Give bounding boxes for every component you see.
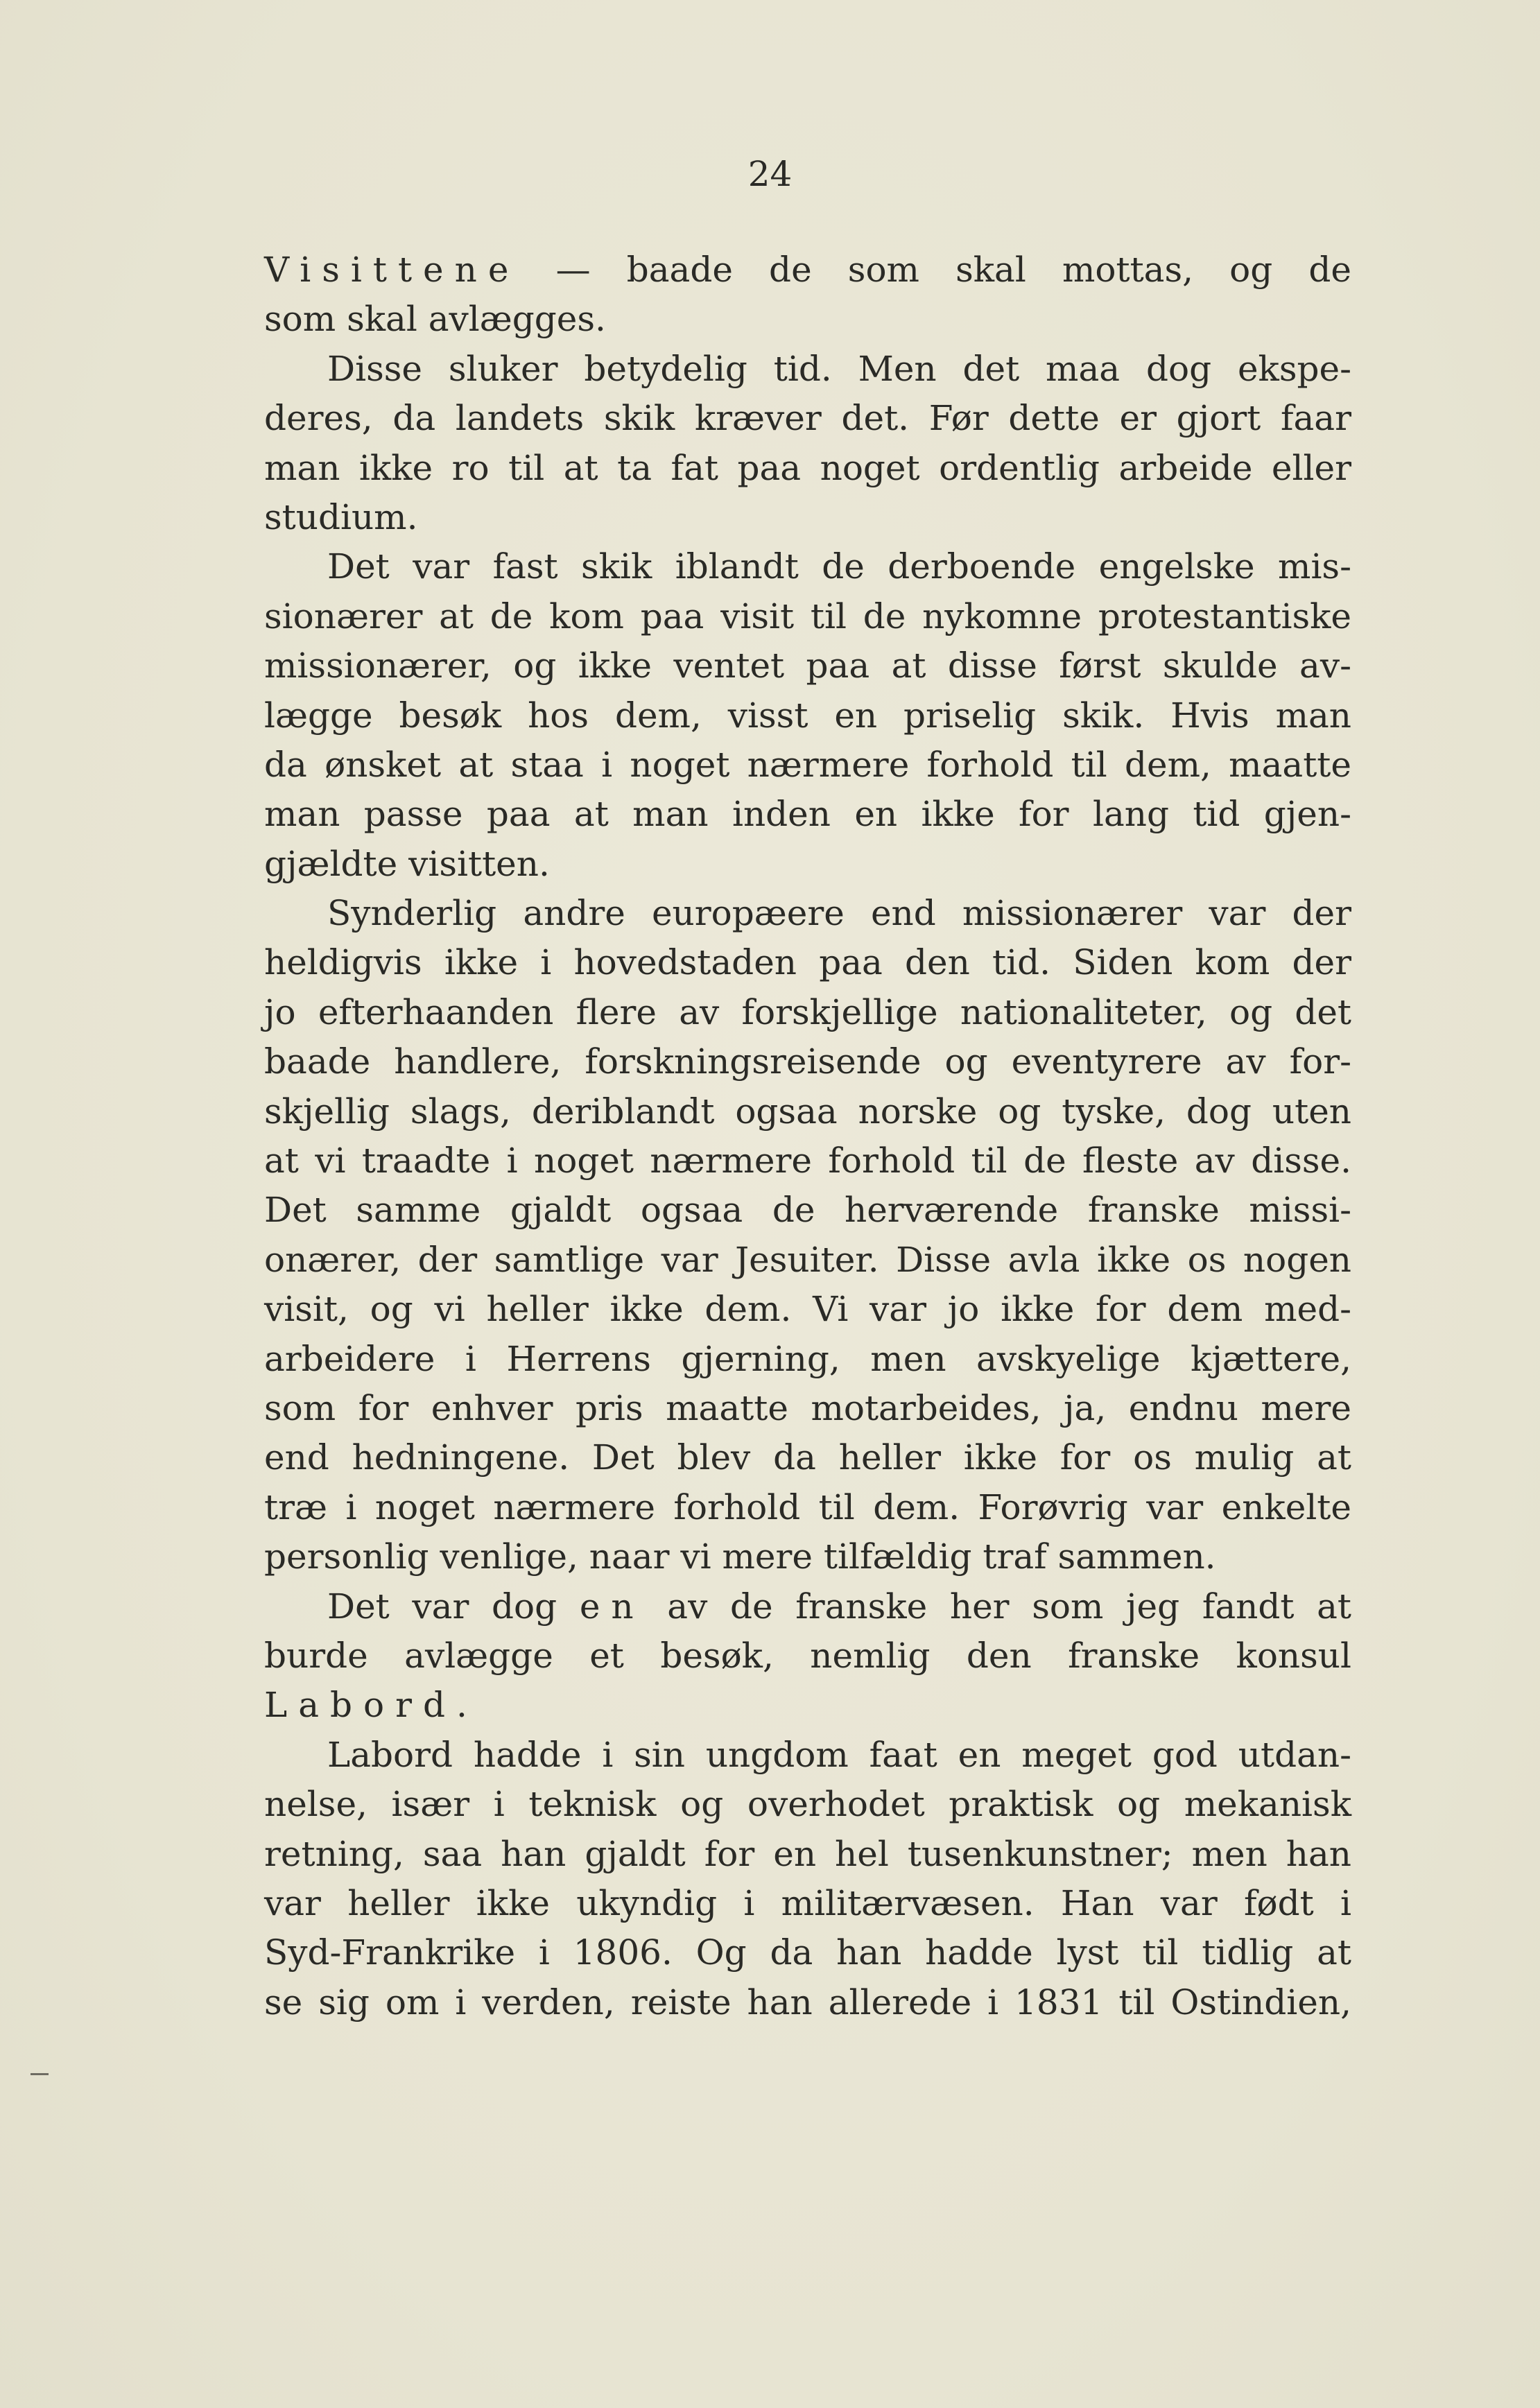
text-line-22: visit, og vi heller ikke dem. Vi var jo ikke for dem med- (264, 1289, 1351, 1330)
text-line-28: Det var dog en av de franske her som jeg fandt at (327, 1586, 1351, 1627)
text-line-14: Synderlig andre europæere end missionærer var der (327, 893, 1351, 934)
body-text (264, 245, 1351, 2027)
text-line-30 (264, 1681, 1351, 1730)
text-line-20: Det samme gjaldt ogsaa de herværende franske missi- (264, 1190, 1351, 1231)
text-line-17: baade handlere, forskningsreisende og eventyrere av for- (264, 1041, 1351, 1082)
text-line-33: retning, saa han gjaldt for en hel tusenkunstner; men han (264, 1833, 1351, 1874)
text-line-15: heldigvis ikke i hovedstaden paa den tid. Siden kom der (264, 942, 1351, 983)
text-line-12: man passe paa at man inden en ikke for lang tid gjen- (264, 794, 1351, 835)
text-line-11: da ønsket at staa i noget nærmere forhold til dem, maatte (264, 744, 1351, 785)
text-line-2: som skal avlægges. (264, 299, 606, 340)
text-line-26: træ i noget nærmere forhold til dem. Forøvrig var enkelte (264, 1487, 1351, 1527)
text-line-31: Labord hadde i sin ungdom faat en meget god utdan- (327, 1734, 1351, 1775)
text-line-7: Det var fast skik iblandt de derboende engelske mis- (327, 546, 1351, 587)
text-line-6: studium. (264, 496, 418, 537)
text-line-27: personlig venlige, naar vi mere tilfældig traf sammen. (264, 1536, 1216, 1577)
text-line-8: sionærer at de kom paa visit til de nykomne protestantiske (264, 596, 1351, 636)
text-line-34: var heller ikke ukyndig i militærvæsen. Han var født i (264, 1882, 1351, 1923)
text-line-16: jo efterhaanden flere av forskjellige nationaliteter, og det (264, 991, 1351, 1032)
text-line-19: at vi traadte i noget nærmere forhold til de fleste av disse. (264, 1141, 1351, 1181)
text-line-24: som for enhver pris maatte motarbeides, ja, endnu mere (264, 1387, 1351, 1428)
text-line-21: onærer, der samtlige var Jesuiter. Disse avla ikke os nogen (264, 1239, 1351, 1280)
scan-edge-mark (31, 2073, 49, 2075)
text-line-4: deres, da landets skik kræver det. Før dette er gjort faar (264, 398, 1351, 439)
text-line-23: arbeidere i Herrens gjerning, men avskyelige kjættere, (264, 1338, 1351, 1379)
text-line-29: burde avlægge et besøk, nemlig den franske konsul (264, 1635, 1351, 1676)
text-line-13: gjældte visitten. (264, 843, 550, 884)
page-number: 24 (747, 154, 793, 194)
text-line-35: Syd-Frankrike i 1806. Og da han hadde lyst til tidlig at (264, 1932, 1351, 1973)
text-line-10: lægge besøk hos dem, visst en priselig skik. Hvis man (264, 695, 1351, 736)
text-line-18: skjellig slags, deriblandt ogsaa norske og tyske, dog uten (264, 1091, 1351, 1132)
text-line-25: end hedningene. Det blev da heller ikke for os mulig at (264, 1437, 1351, 1478)
text-line-1: Visittene — baade de som skal mottas, og de (264, 250, 1351, 290)
text-line-3: Disse sluker betydelig tid. Men det maa dog ekspe- (327, 348, 1351, 389)
spaced-word: en (579, 1586, 645, 1627)
text-line-5: man ikke ro til at ta fat paa noget ordentlig arbeide eller (264, 447, 1351, 488)
spaced-word: Labord. (264, 1685, 478, 1726)
text-line-32: nelse, især i teknisk og overhodet praktisk og mekanisk (264, 1784, 1351, 1825)
text-line-36: se sig om i verden, reiste han allerede i 1831 til Ostindien, (264, 1982, 1351, 2022)
spaced-word: Visittene (264, 250, 520, 290)
text-line-9: missionærer, og ikke ventet paa at disse først skulde av- (264, 646, 1351, 686)
